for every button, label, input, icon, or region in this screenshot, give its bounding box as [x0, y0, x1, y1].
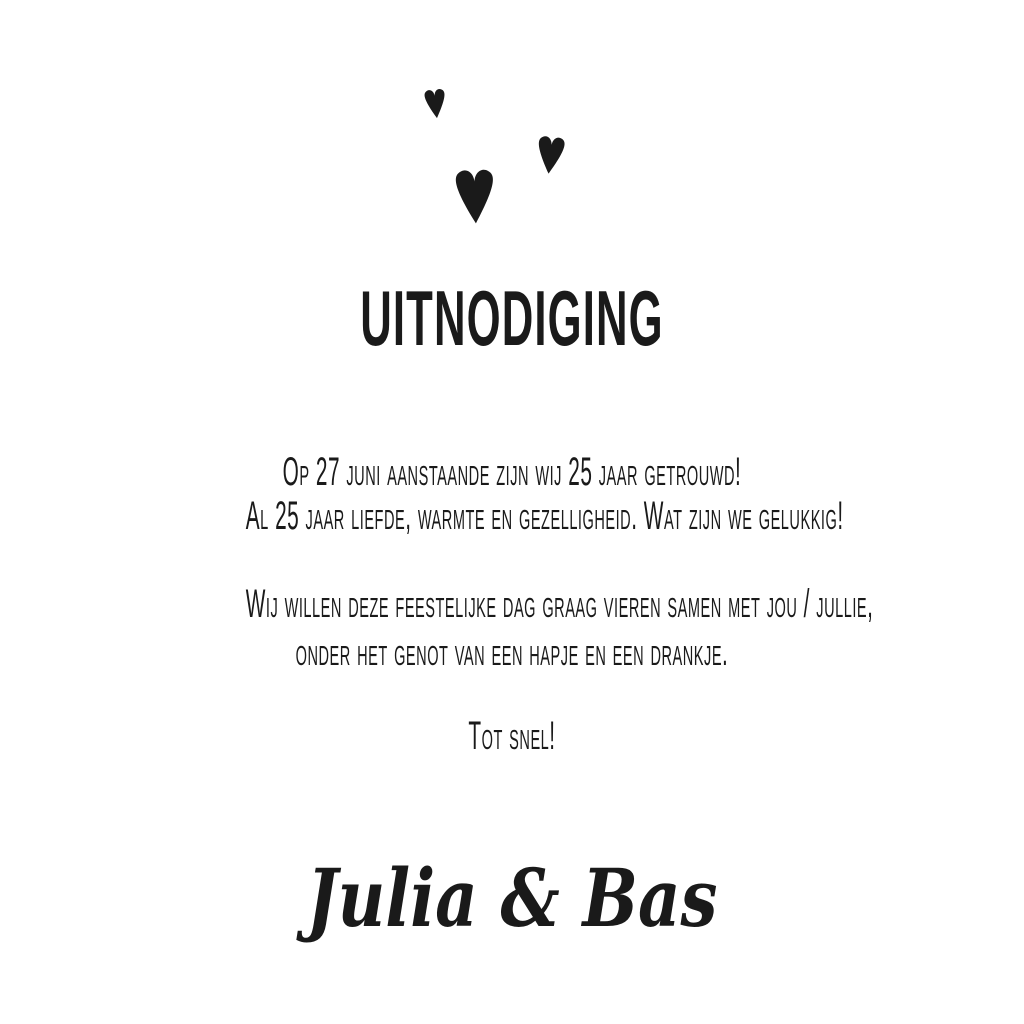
- signature: Julia & Bas: [306, 851, 718, 945]
- closing-line: Tot snel!: [468, 714, 556, 758]
- body-line-4: onder het genot van een hapje en een drankje.: [295, 630, 729, 674]
- body-line-1: Op 27 juni aanstaande zijn wij 25 jaar getrouwd!: [282, 450, 742, 494]
- body-line-2: Al 25 jaar liefde, warmte en gezelligheid. Wat zijn we gelukkig!: [245, 494, 844, 538]
- body-line-3: Wij willen deze feestelijke dag graag vieren samen met jou / jullie,: [245, 582, 874, 626]
- heart-icon: [532, 132, 569, 178]
- card-title: UITNODIGING: [360, 274, 664, 362]
- heart-icon: [421, 86, 449, 122]
- heart-icon: [450, 165, 500, 229]
